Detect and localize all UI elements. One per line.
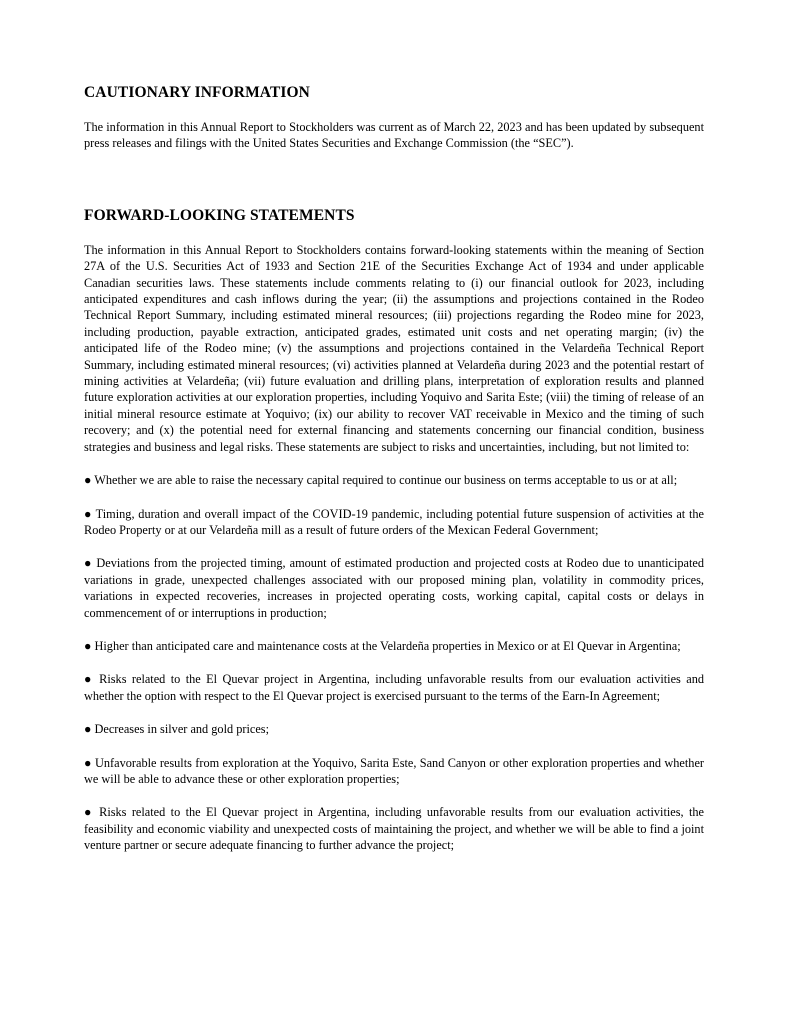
forward-looking-heading: FORWARD-LOOKING STATEMENTS	[84, 206, 355, 224]
risk-list-item: ● Higher than anticipated care and maintenance costs at the Velardeña properties in Mexico or at El Quevar in Argentina;	[84, 638, 681, 653]
risk-list-item: ● Risks related to the El Quevar project in Argentina, including unfavorable results from our evaluation activities, the feasibility and economic viability and unexpected costs of maintaining the project, and whether we will be able to find a joint venture partner or secure adequate financing to further advance the project;	[84, 805, 704, 853]
forward-looking-paragraph: The information in this Annual Report to Stockholders contains forward-looking statements within the meaning of Section 27A of the U.S. Securities Act of 1933 and Section 21E of the Securities Exchange Act of 1934 and under applicable Canadian securities laws. These statements include comments relating to (i) our financial outlook for 2023, including anticipated expenditures and cash inflows during the year; (ii) the assumptions and projections contained in the Rodeo Technical Report Summary, including estimated mineral resources; (iii) projections regarding the Rodeo mine for 2023, including production, payable extraction, anticipated grades, estimated unit costs and net operating margin; (iv) the anticipated life of the Rodeo mine; (v) the assumptions and projections contained in the Velardeña Technical Report Summary, including estimated mineral resources; (vi) activities planned at Velardeña during 2023 and the potential restart of mining activities at Velardeña; (vii) future evaluation and drilling plans, interpretation of exploration results and planned future exploration activities at our exploration properties, including Yoquivo and Sarita Este; (viii) the timing of release of an initial mineral resource estimate at Yoquivo; (ix) our ability to recover VAT receivable in Mexico and the timing of such recovery; and (x) the potential need for external financing and statements concerning our financial condition, business strategies and business and legal risks. These statements are subject to risks and uncertainties, including, but not limited to:	[84, 242, 704, 454]
document-page	[84, 84, 704, 854]
risk-list-item: ● Decreases in silver and gold prices;	[84, 722, 269, 737]
risk-list-item: ● Deviations from the projected timing, amount of estimated production and projected costs at Rodeo due to unanticipated variations in grade, unexpected challenges associated with our proposed mining plan, volatility in commodity prices, variations in expected recoveries, increases in projected operating costs, working capital, capital costs or delays in commencement of or interruptions in production;	[84, 556, 704, 620]
cautionary-paragraph: The information in this Annual Report to Stockholders was current as of March 22, 2023 and has been updated by subsequent press releases and filings with the United States Securities and Exchange Commission (the “SEC”).	[84, 120, 704, 151]
forward-looking-section	[84, 207, 704, 854]
cautionary-heading: CAUTIONARY INFORMATION	[84, 84, 310, 101]
risk-list-item: ● Unfavorable results from exploration at the Yoquivo, Sarita Este, Sand Canyon or other exploration properties and whether we will be able to advance these or other exploration properties;	[84, 755, 704, 786]
risk-list-item: ● Timing, duration and overall impact of the COVID-19 pandemic, including potential future suspension of activities at the Rodeo Property or at our Velardeña mill as a result of future orders of the Mexican Federal Government;	[84, 506, 704, 537]
risk-list	[84, 472, 704, 854]
risk-list-item: ● Risks related to the El Quevar project in Argentina, including unfavorable results from our evaluation activities and whether the option with respect to the El Quevar project is exercised pursuant to the terms of the Earn-In Agreement;	[84, 672, 704, 703]
risk-list-item: ● Whether we are able to raise the necessary capital required to continue our business on terms acceptable to us or at all;	[84, 473, 678, 488]
cautionary-information-section	[84, 84, 704, 152]
